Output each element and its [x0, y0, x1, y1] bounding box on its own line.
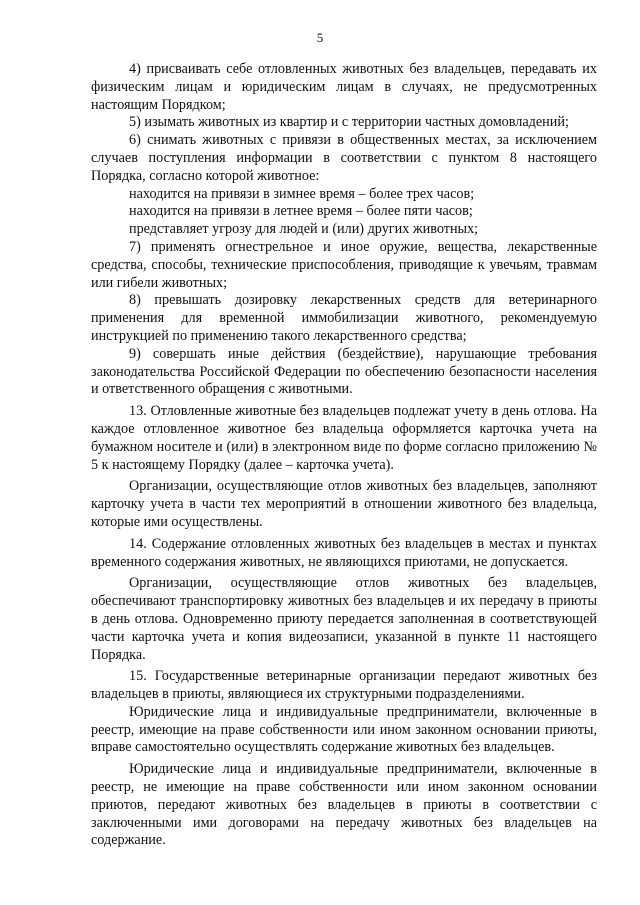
paragraph-item-4: 4) присваивать себе отловленных животных без владельцев, передавать их физическим лицам и юридическим лицам в случаях, не предусмотренных настоящим Порядком; [91, 61, 597, 113]
paragraph-14: 14. Содержание отловленных животных без владельцев в местах и пунктах временного содержания животных, не являющихся приютами, не допускается. [91, 535, 597, 570]
paragraph-item-5: 5) изымать животных из квартир и с территории частных домовладений; [129, 114, 569, 131]
document-body [91, 61, 597, 850]
sub-item-summer: находится на привязи в летнее время – более пяти часов; [129, 203, 473, 220]
paragraph-15: 15. Государственные ветеринарные организации передают животных без владельцев в приюты, являющиеся их структурными подразделениями. [91, 668, 597, 703]
paragraph-item-8: 8) превышать дозировку лекарственных средств для ветеринарного применения для временной иммобилизации животного, рекомендуемую инструкцией по применению такого лекарственного средства; [91, 292, 597, 344]
paragraph-15-legal-entities-without-shelters: Юридические лица и индивидуальные предприниматели, включенные в реестр, не имеющие на праве собственности или ином законном основании приютов, передают животных без владельцев в приюты в соответствии с заключенными ими договорами на передачу животных без владельцев на содержание. [91, 761, 597, 849]
paragraph-item-6: 6) снимать животных с привязи в общественных местах, за исключением случаев поступления информации в соответствии с пунктом 8 настоящего Порядка, согласно которой животное: [91, 132, 597, 184]
paragraph-item-7: 7) применять огнестрельное и иное оружие, вещества, лекарственные средства, способы, технические приспособления, приводящие к увечьям, травмам или гибели животных; [91, 238, 597, 291]
paragraph-13-organizations: Организации, осуществляющие отлов животных без владельцев, заполняют карточку учета в части тех мероприятий в отношении животного без владельца, которые ими осуществлены. [91, 478, 597, 530]
paragraph-14-organizations: Организации, осуществляющие отлов животных без владельцев, обеспечивают транспортировку животных без владельцев и их передачу в приюты в день отлова. Одновременно приюту передается заполненная в соответствующей части карточка учета и копия видеозаписи, указанной в пункте 11 настоящего Порядка. [91, 575, 597, 663]
paragraph-item-9: 9) совершать иные действия (бездействие), нарушающие требования законодательства Российской Федерации по обеспечению безопасности населения и ответственного обращения с животными. [91, 345, 597, 398]
sub-item-winter: находится на привязи в зимнее время – более трех часов; [129, 185, 475, 202]
paragraph-13: 13. Отловленные животные без владельцев подлежат учету в день отлова. На каждое отловленное животное без владельца оформляется карточка учета на бумажном носителе и (или) в электронном виде по форме согласно приложению № 5 к настоящему Порядку (далее – карточка учета). [91, 403, 597, 473]
paragraph-15-legal-entities-with-shelters: Юридические лица и индивидуальные предприниматели, включенные в реестр, имеющие на праве собственности или ином законном основании приюты, вправе самостоятельно осуществлять содержание животных без владельцев. [91, 703, 597, 756]
sub-item-threat: представляет угрозу для людей и (или) других животных; [129, 221, 479, 238]
page-number: 5 [316, 30, 324, 45]
